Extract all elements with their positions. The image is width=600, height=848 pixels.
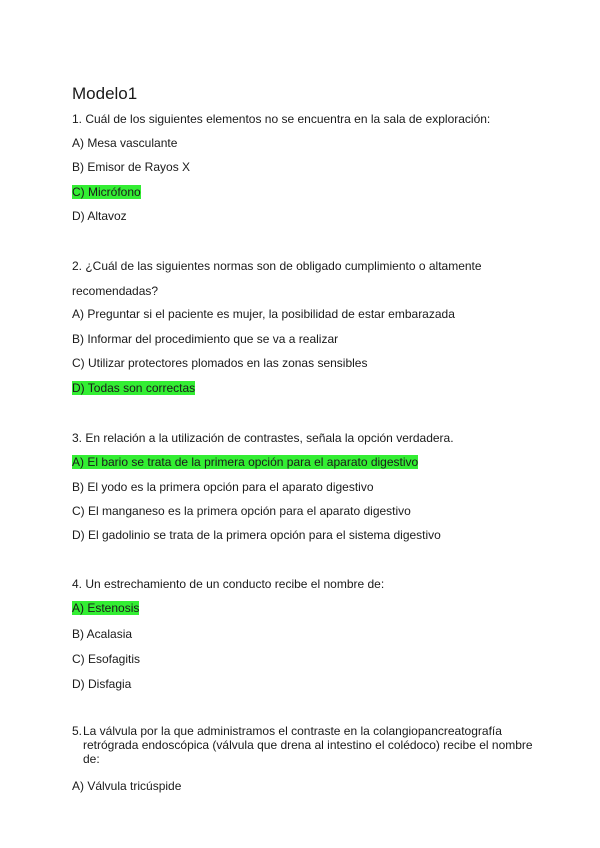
question-1-option-c-highlighted: C) Micrófono xyxy=(72,185,141,199)
question-2-option-c: C) Utilizar protectores plomados en las zonas sensibles xyxy=(72,356,368,370)
question-3-option-c: C) El manganeso es la primera opción para el aparato digestivo xyxy=(72,504,411,518)
question-3-option-d: D) El gadolinio se trata de la primera opción para el sistema digestivo xyxy=(72,528,441,542)
question-5-stem-text: La válvula por la que administramos el contraste en la colangiopancreatografía retrógrada endoscópica (válvula que drena al intestino el colédoco) recibe el nombre de: xyxy=(83,724,533,766)
question-4-stem: 4. Un estrechamiento de un conducto recibe el nombre de: xyxy=(72,577,385,591)
question-3-stem: 3. En relación a la utilización de contrastes, señala la opción verdadera. xyxy=(72,431,454,445)
question-2-stem-line-2: recomendadas? xyxy=(72,284,159,298)
question-3-option-b: B) El yodo es la primera opción para el aparato digestivo xyxy=(72,480,374,494)
question-1-stem: 1. Cuál de los siguientes elementos no se encuentra en la sala de exploración: xyxy=(72,112,491,126)
question-4-option-c: C) Esofagitis xyxy=(72,652,141,666)
question-4-option-b: B) Acalasia xyxy=(72,627,133,641)
question-5-stem xyxy=(72,724,542,766)
question-1-option-b: B) Emisor de Rayos X xyxy=(72,160,191,174)
question-1-option-a: A) Mesa vasculante xyxy=(72,136,178,150)
question-2-option-d-highlighted: D) Todas son correctas xyxy=(72,381,196,395)
question-5-option-a: A) Válvula tricúspide xyxy=(72,779,182,793)
question-4-option-d: D) Disfagia xyxy=(72,677,132,691)
question-5-number: 5. xyxy=(72,724,83,738)
document-title: Modelo1 xyxy=(72,84,138,103)
question-1-option-d: D) Altavoz xyxy=(72,209,127,223)
question-2-option-a: A) Preguntar si el paciente es mujer, la posibilidad de estar embarazada xyxy=(72,307,455,321)
question-2-stem-line-1: 2. ¿Cuál de las siguientes normas son de obligado cumplimiento o altamente xyxy=(72,259,482,273)
question-3-option-a-highlighted: A) El bario se trata de la primera opción para el aparato digestivo xyxy=(72,455,419,469)
question-2-option-b: B) Informar del procedimiento que se va a realizar xyxy=(72,332,339,346)
question-4-option-a-highlighted: A) Estenosis xyxy=(72,601,140,615)
